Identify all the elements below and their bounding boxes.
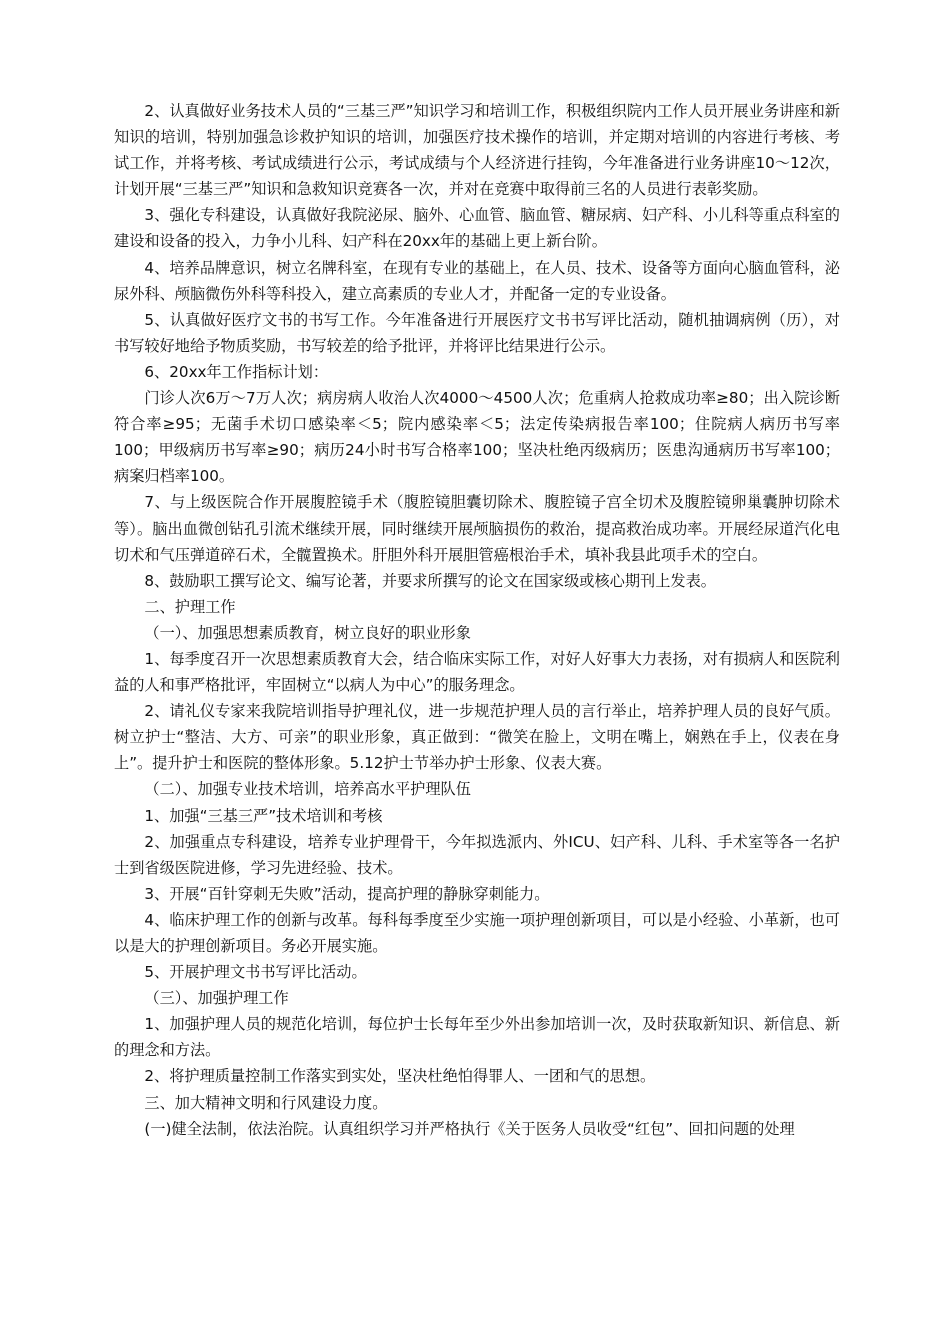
paragraph-medical-records: 5、认真做好医疗文书的书写工作。今年准备进行开展医疗文书书写评比活动，随机抽调病例（历），对书写较好地给予物质奖励，书写较差的给予批评，并将评比结果进行公示。 [114, 310, 840, 355]
paragraph-papers: 8、鼓励职工撰写论文、编写论著，并要求所撰写的论文在国家级或核心期刊上发表。 [144, 571, 716, 590]
paragraph-brand-awareness: 4、培养品牌意识，树立名牌科室，在现有专业的基础上，在人员、技术、设备等方面向心脑血管科，泌尿外科、颅脑微伤外科等科投入，建立高素质的专业人才，并配备一定的专业设备。 [114, 258, 840, 303]
paragraph-key-specialty: 2、加强重点专科建设，培养专业护理骨干，今年拟选派内、外ICU、妇产科、儿科、手术室等各一名护士到省级医院进修，学习先进经验、技术。 [114, 832, 840, 877]
paragraph-etiquette: 2、请礼仪专家来我院培训指导护理礼仪，进一步规范护理人员的言行举止，培养护理人员的良好气质。树立护士“整洁、大方、可亲”的职业形象，真正做到：“微笑在脸上，文明在嘴上，娴熟在手上，仪表在身上”。提升护士和医院的整体形象。5.12护士节举办护士形象、仪表大赛。 [114, 702, 840, 773]
section-heading-nursing: 二、护理工作 [144, 597, 236, 616]
paragraph-laparoscopy: 7、与上级医院合作开展腹腔镜手术（腹腔镜胆囊切除术、腹腔镜子宫全切术及腹腔镜卵巢囊肿切除术等）。脑出血微创钻孔引流术继续开展，同时继续开展颅脑损伤的救治，提高救治成功率。开展经尿道汽化电切术和气压弹道碎石术，全髋置换术。肝胆外科开展胆管癌根治手术，填补我县此项手术的空白。 [114, 493, 840, 564]
paragraph-rule-of-law: (一)健全法制，依法治院。认真组织学习并严格执行《关于医务人员收受“红包”、回扣问题的处理 [144, 1119, 795, 1138]
paragraph-training-sanji: 2、认真做好业务技术人员的“三基三严”知识学习和培训工作，积极组织院内工作人员开展业务讲座和新知识的培训，特别加强急诊救护知识的培训，加强医疗技术操作的培训，并定期对培训的内容进行考核、考试工作，并将考核、考试成绩进行公示，考试成绩与个人经济进行挂钩，今年准备进行业务讲座10～12次，计划开展“三基三严”知识和急救知识竞赛各一次，并对在竞赛中取得前三名的人员进行表彰奖励。 [114, 102, 840, 199]
section-heading-civilization: 三、加大精神文明和行风建设力度。 [144, 1093, 388, 1112]
paragraph-specialty-construction: 3、强化专科建设，认真做好我院泌尿、脑外、心血管、脑血管、糖尿病、妇产科、小儿科等重点科室的建设和设备的投入，力争小儿科、妇产科在20xx年的基础上更上新台阶。 [114, 206, 840, 251]
paragraph-indicator-list: 门诊人次6万～7万人次；病房病人收治人次4000～4500人次；危重病人抢救成功率≥80；出入院诊断符合率≥95；无菌手术切口感染率＜5；院内感染率＜5；法定传染病报告率100；住院病人病历书写率100；甲级病历书写率≥90；病历24小时书写合格率100；坚决杜绝丙级病历；医患沟通病历书写率100；病案归档率100。 [114, 389, 840, 486]
paragraph-sanji-nursing: 1、加强“三基三严”技术培训和考核 [144, 806, 383, 825]
paragraph-innovation: 4、临床护理工作的创新与改革。每科每季度至少实施一项护理创新项目，可以是小经验、小革新，也可以是大的护理创新项目。务必开展实施。 [114, 910, 840, 955]
document-page [114, 98, 840, 1142]
paragraph-quarterly-meeting: 1、每季度召开一次思想素质教育大会，结合临床实际工作，对好人好事大力表扬，对有损病人和医院利益的人和事严格批评，牢固树立“以病人为中心”的服务理念。 [114, 649, 840, 695]
paragraph-indicator-heading: 6、20xx年工作指标计划： [144, 362, 329, 381]
paragraph-standard-training: 1、加强护理人员的规范化培训，每位护士长每年至少外出参加培训一次，及时获取新知识、新信息、新的理念和方法。 [114, 1015, 840, 1060]
subsection-heading-ideology: （一）、加强思想素质教育，树立良好的职业形象 [144, 623, 471, 642]
paragraph-nursing-records: 5、开展护理文书书写评比活动。 [144, 963, 367, 982]
paragraph-needle-activity: 3、开展“百针穿刺无失败”活动，提高护理的静脉穿刺能力。 [144, 884, 550, 903]
paragraph-quality-control: 2、将护理质量控制工作落实到实处，坚决杜绝怕得罪人、一团和气的思想。 [144, 1067, 656, 1086]
subsection-heading-nursing-work: （三）、加强护理工作 [144, 989, 289, 1008]
subsection-heading-training: （二）、加强专业技术培训，培养高水平护理队伍 [144, 780, 471, 799]
